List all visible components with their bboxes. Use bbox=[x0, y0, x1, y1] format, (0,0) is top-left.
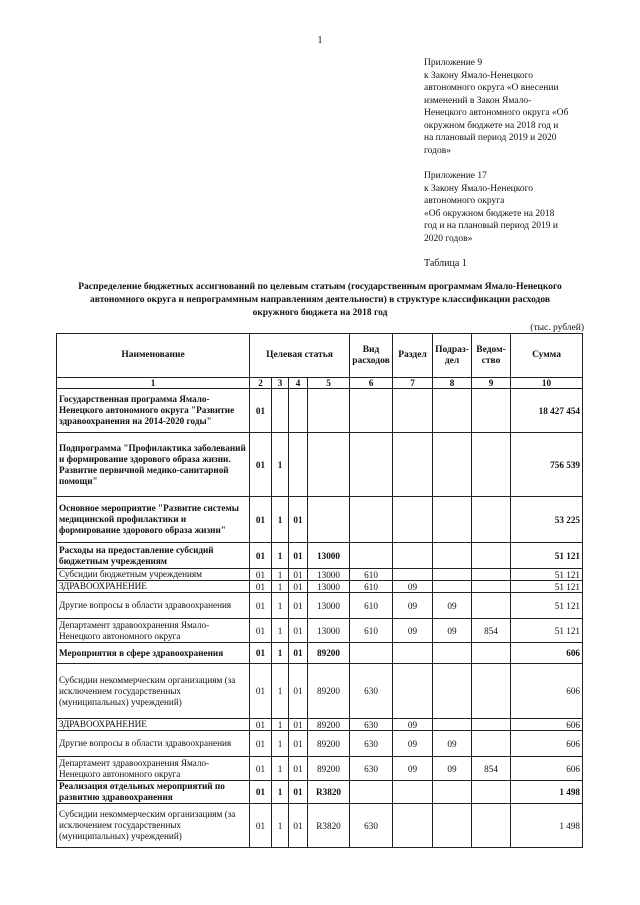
row-expense-type bbox=[350, 643, 393, 664]
title-line: Распределение бюджетных ассигнований по целевым статьям (государственным программам Ямало-Ненецкого bbox=[78, 282, 562, 292]
title-line: окружного бюджета на 2018 год bbox=[252, 308, 388, 318]
row-expense-type: 630 bbox=[350, 731, 393, 757]
row-subprogram-code: 1 bbox=[272, 543, 289, 569]
row-subsection bbox=[433, 804, 472, 848]
row-activity-code: 01 bbox=[289, 731, 308, 757]
row-direction-code: 13000 bbox=[308, 569, 350, 581]
page-number: 1 bbox=[317, 35, 323, 46]
row-subsection bbox=[433, 719, 472, 731]
row-department bbox=[472, 543, 511, 569]
row-activity-code bbox=[289, 433, 308, 497]
row-expense-type bbox=[350, 433, 393, 497]
appendix-9-note bbox=[424, 57, 594, 157]
row-name: Расходы на предоставление субсидий бюджетным учреждениям bbox=[57, 543, 250, 569]
row-activity-code: 01 bbox=[289, 581, 308, 593]
row-activity-code: 01 bbox=[289, 593, 308, 619]
column-number: 6 bbox=[350, 378, 393, 389]
row-program-code: 01 bbox=[250, 619, 272, 643]
row-name: Другие вопросы в области здравоохранения bbox=[57, 731, 250, 757]
row-department bbox=[472, 497, 511, 543]
table-row bbox=[57, 389, 583, 433]
table-label: Таблица 1 bbox=[424, 258, 467, 269]
row-section bbox=[393, 389, 433, 433]
table-row bbox=[57, 497, 583, 543]
header-expense-type: Вид расходов bbox=[350, 334, 393, 378]
row-program-code: 01 bbox=[250, 643, 272, 664]
table-row bbox=[57, 643, 583, 664]
appendix-17-line: Приложение 17 bbox=[424, 171, 487, 181]
row-subsection bbox=[433, 433, 472, 497]
appendix-9-line: Приложение 9 bbox=[424, 58, 483, 68]
header-section: Раздел bbox=[393, 334, 433, 378]
row-department bbox=[472, 433, 511, 497]
row-subsection: 09 bbox=[433, 757, 472, 781]
appendix-9-line: на плановый период 2019 и 2020 bbox=[424, 133, 557, 143]
row-sum: 606 bbox=[511, 719, 583, 731]
appendix-9-line: к Закону Ямало-Ненецкого bbox=[424, 70, 534, 81]
table-body bbox=[57, 389, 583, 848]
row-activity-code: 01 bbox=[289, 664, 308, 719]
document-title bbox=[58, 281, 582, 320]
row-direction-code: 89200 bbox=[308, 731, 350, 757]
row-direction-code: 89200 bbox=[308, 719, 350, 731]
column-number-row bbox=[57, 378, 583, 389]
column-number: 10 bbox=[511, 378, 583, 389]
row-department bbox=[472, 593, 511, 619]
appendix-9-line: автономного округа «О внесении bbox=[424, 83, 559, 93]
table-row bbox=[57, 804, 583, 848]
row-subprogram-code bbox=[272, 389, 289, 433]
row-direction-code: 13000 bbox=[308, 593, 350, 619]
row-section: 09 bbox=[393, 757, 433, 781]
column-number: 4 bbox=[289, 378, 308, 389]
table-row bbox=[57, 569, 583, 581]
row-section: 09 bbox=[393, 619, 433, 643]
row-department bbox=[472, 581, 511, 593]
row-sum: 53 225 bbox=[511, 497, 583, 543]
row-program-code: 01 bbox=[250, 731, 272, 757]
row-direction-code: R3820 bbox=[308, 804, 350, 848]
row-department: 854 bbox=[472, 757, 511, 781]
row-subprogram-code: 1 bbox=[272, 719, 289, 731]
row-program-code: 01 bbox=[250, 664, 272, 719]
row-expense-type: 610 bbox=[350, 619, 393, 643]
row-program-code: 01 bbox=[250, 389, 272, 433]
row-direction-code bbox=[308, 389, 350, 433]
header-subsection: Подраз-дел bbox=[433, 334, 472, 378]
row-subprogram-code: 1 bbox=[272, 619, 289, 643]
budget-table bbox=[56, 333, 583, 848]
table-row bbox=[57, 619, 583, 643]
row-sum: 1 498 bbox=[511, 781, 583, 804]
row-expense-type: 610 bbox=[350, 569, 393, 581]
row-sum: 51 121 bbox=[511, 543, 583, 569]
header-row bbox=[57, 334, 583, 378]
row-direction-code: 89200 bbox=[308, 643, 350, 664]
row-section bbox=[393, 543, 433, 569]
row-name: Другие вопросы в области здравоохранения bbox=[57, 593, 250, 619]
row-expense-type: 610 bbox=[350, 581, 393, 593]
row-name: ЗДРАВООХРАНЕНИЕ bbox=[57, 719, 250, 731]
row-program-code: 01 bbox=[250, 433, 272, 497]
row-name: Подпрограмма "Профилактика заболеваний и формирование здорового образа жизни. Развитие первичной медико-санитарной помощи" bbox=[57, 433, 250, 497]
row-activity-code: 01 bbox=[289, 569, 308, 581]
row-section: 09 bbox=[393, 593, 433, 619]
appendix-17-line: год и на плановый период 2019 и bbox=[424, 221, 558, 231]
row-department bbox=[472, 664, 511, 719]
row-subprogram-code: 1 bbox=[272, 664, 289, 719]
row-name: ЗДРАВООХРАНЕНИЕ bbox=[57, 581, 250, 593]
row-section: 09 bbox=[393, 719, 433, 731]
row-program-code: 01 bbox=[250, 569, 272, 581]
table-row bbox=[57, 731, 583, 757]
row-direction-code: 89200 bbox=[308, 664, 350, 719]
row-name: Субсидии бюджетным учреждениям bbox=[57, 569, 250, 581]
row-sum: 51 121 bbox=[511, 581, 583, 593]
row-name: Основное мероприятие "Развитие системы медицинской профилактики и формирование здорового образа жизни" bbox=[57, 497, 250, 543]
row-direction-code bbox=[308, 433, 350, 497]
appendix-17-line: автономного округа bbox=[424, 196, 505, 206]
row-sum: 1 498 bbox=[511, 804, 583, 848]
row-direction-code: 13000 bbox=[308, 543, 350, 569]
table-row bbox=[57, 433, 583, 497]
table-row bbox=[57, 593, 583, 619]
row-activity-code: 01 bbox=[289, 804, 308, 848]
row-program-code: 01 bbox=[250, 781, 272, 804]
row-direction-code bbox=[308, 497, 350, 543]
row-name: Государственная программа Ямало-Ненецкого автономного округа "Развитие здравоохранения на 2014-2020 годы" bbox=[57, 389, 250, 433]
row-department bbox=[472, 569, 511, 581]
row-expense-type: 630 bbox=[350, 757, 393, 781]
appendix-17-line: к Закону Ямало-Ненецкого bbox=[424, 183, 534, 194]
row-program-code: 01 bbox=[250, 719, 272, 731]
row-subprogram-code: 1 bbox=[272, 643, 289, 664]
row-name: Реализация отдельных мероприятий по развитию здравоохранения bbox=[57, 781, 250, 804]
header-target-article: Целевая статья bbox=[250, 334, 350, 378]
row-expense-type: 610 bbox=[350, 593, 393, 619]
column-number: 7 bbox=[393, 378, 433, 389]
appendix-9-line: Ненецкого автономного округа «Об bbox=[424, 108, 569, 118]
column-number: 9 bbox=[472, 378, 511, 389]
row-program-code: 01 bbox=[250, 593, 272, 619]
row-direction-code: 13000 bbox=[308, 581, 350, 593]
appendix-17-note bbox=[424, 170, 594, 245]
row-subprogram-code: 1 bbox=[272, 581, 289, 593]
row-subsection bbox=[433, 781, 472, 804]
row-sum: 606 bbox=[511, 731, 583, 757]
row-subsection: 09 bbox=[433, 619, 472, 643]
row-sum: 606 bbox=[511, 643, 583, 664]
column-number: 3 bbox=[272, 378, 289, 389]
row-subsection bbox=[433, 643, 472, 664]
column-number: 8 bbox=[433, 378, 472, 389]
row-activity-code: 01 bbox=[289, 719, 308, 731]
title-line: автономного округа и непрограммным направлениям деятельности) в структуре классификации расходов bbox=[90, 295, 550, 305]
header-department: Ведом-ство bbox=[472, 334, 511, 378]
row-activity-code: 01 bbox=[289, 757, 308, 781]
row-subsection bbox=[433, 664, 472, 719]
row-activity-code: 01 bbox=[289, 781, 308, 804]
row-expense-type bbox=[350, 389, 393, 433]
row-subsection bbox=[433, 389, 472, 433]
row-sum: 606 bbox=[511, 757, 583, 781]
row-sum: 51 121 bbox=[511, 569, 583, 581]
table-row bbox=[57, 719, 583, 731]
appendix-9-line: окружном бюджете на 2018 год и bbox=[424, 120, 559, 131]
row-name: Субсидии некоммерческим организациям (за исключением государственных (муниципальных) учреждений) bbox=[57, 804, 250, 848]
row-direction-code: R3820 bbox=[308, 781, 350, 804]
row-expense-type: 630 bbox=[350, 719, 393, 731]
row-section bbox=[393, 497, 433, 543]
row-department: 854 bbox=[472, 619, 511, 643]
row-program-code: 01 bbox=[250, 804, 272, 848]
column-number: 2 bbox=[250, 378, 272, 389]
row-section bbox=[393, 804, 433, 848]
row-program-code: 01 bbox=[250, 543, 272, 569]
row-direction-code: 13000 bbox=[308, 619, 350, 643]
row-name: Департамент здравоохранения Ямало-Ненецкого автономного округа bbox=[57, 757, 250, 781]
row-activity-code: 01 bbox=[289, 497, 308, 543]
row-section bbox=[393, 664, 433, 719]
row-activity-code: 01 bbox=[289, 543, 308, 569]
row-activity-code bbox=[289, 389, 308, 433]
appendix-17-line: 2020 годов» bbox=[424, 233, 473, 244]
header-sum: Сумма bbox=[511, 334, 583, 378]
row-program-code: 01 bbox=[250, 497, 272, 543]
row-subsection bbox=[433, 497, 472, 543]
row-program-code: 01 bbox=[250, 581, 272, 593]
row-expense-type bbox=[350, 543, 393, 569]
row-name: Субсидии некоммерческим организациям (за исключением государственных (муниципальных) учреждений) bbox=[57, 664, 250, 719]
appendix-9-line: годов» bbox=[424, 145, 451, 156]
row-section bbox=[393, 433, 433, 497]
row-subprogram-code: 1 bbox=[272, 497, 289, 543]
row-department bbox=[472, 804, 511, 848]
row-sum: 606 bbox=[511, 664, 583, 719]
row-subsection bbox=[433, 581, 472, 593]
table-row bbox=[57, 664, 583, 719]
row-subprogram-code: 1 bbox=[272, 804, 289, 848]
row-subsection: 09 bbox=[433, 593, 472, 619]
table-row bbox=[57, 581, 583, 593]
row-section bbox=[393, 643, 433, 664]
row-sum: 18 427 454 bbox=[511, 389, 583, 433]
row-activity-code: 01 bbox=[289, 643, 308, 664]
row-name: Мероприятия в сфере здравоохранения bbox=[57, 643, 250, 664]
row-section bbox=[393, 569, 433, 581]
row-direction-code: 89200 bbox=[308, 757, 350, 781]
row-subprogram-code: 1 bbox=[272, 433, 289, 497]
table-row bbox=[57, 757, 583, 781]
column-number: 1 bbox=[57, 378, 250, 389]
row-subprogram-code: 1 bbox=[272, 757, 289, 781]
row-sum: 51 121 bbox=[511, 593, 583, 619]
row-department bbox=[472, 731, 511, 757]
row-section: 09 bbox=[393, 731, 433, 757]
row-department bbox=[472, 719, 511, 731]
row-activity-code: 01 bbox=[289, 619, 308, 643]
row-sum: 756 539 bbox=[511, 433, 583, 497]
appendix-17-line: «Об окружном бюджете на 2018 bbox=[424, 208, 555, 219]
units-label: (тыс. рублей) bbox=[530, 323, 584, 333]
row-department bbox=[472, 643, 511, 664]
row-expense-type: 630 bbox=[350, 664, 393, 719]
row-section: 09 bbox=[393, 581, 433, 593]
table-row bbox=[57, 543, 583, 569]
row-subprogram-code: 1 bbox=[272, 781, 289, 804]
row-subsection: 09 bbox=[433, 731, 472, 757]
row-subprogram-code: 1 bbox=[272, 731, 289, 757]
table-row bbox=[57, 781, 583, 804]
row-subprogram-code: 1 bbox=[272, 569, 289, 581]
row-expense-type bbox=[350, 781, 393, 804]
row-sum: 51 121 bbox=[511, 619, 583, 643]
row-department bbox=[472, 389, 511, 433]
row-department bbox=[472, 781, 511, 804]
row-name: Департамент здравоохранения Ямало-Ненецкого автономного округа bbox=[57, 619, 250, 643]
row-subsection bbox=[433, 543, 472, 569]
row-expense-type: 630 bbox=[350, 804, 393, 848]
row-subsection bbox=[433, 569, 472, 581]
column-number: 5 bbox=[308, 378, 350, 389]
row-subprogram-code: 1 bbox=[272, 593, 289, 619]
row-expense-type bbox=[350, 497, 393, 543]
appendix-9-line: изменений в Закон Ямало- bbox=[424, 95, 532, 106]
row-section bbox=[393, 781, 433, 804]
header-name: Наименование bbox=[57, 334, 250, 378]
row-program-code: 01 bbox=[250, 757, 272, 781]
